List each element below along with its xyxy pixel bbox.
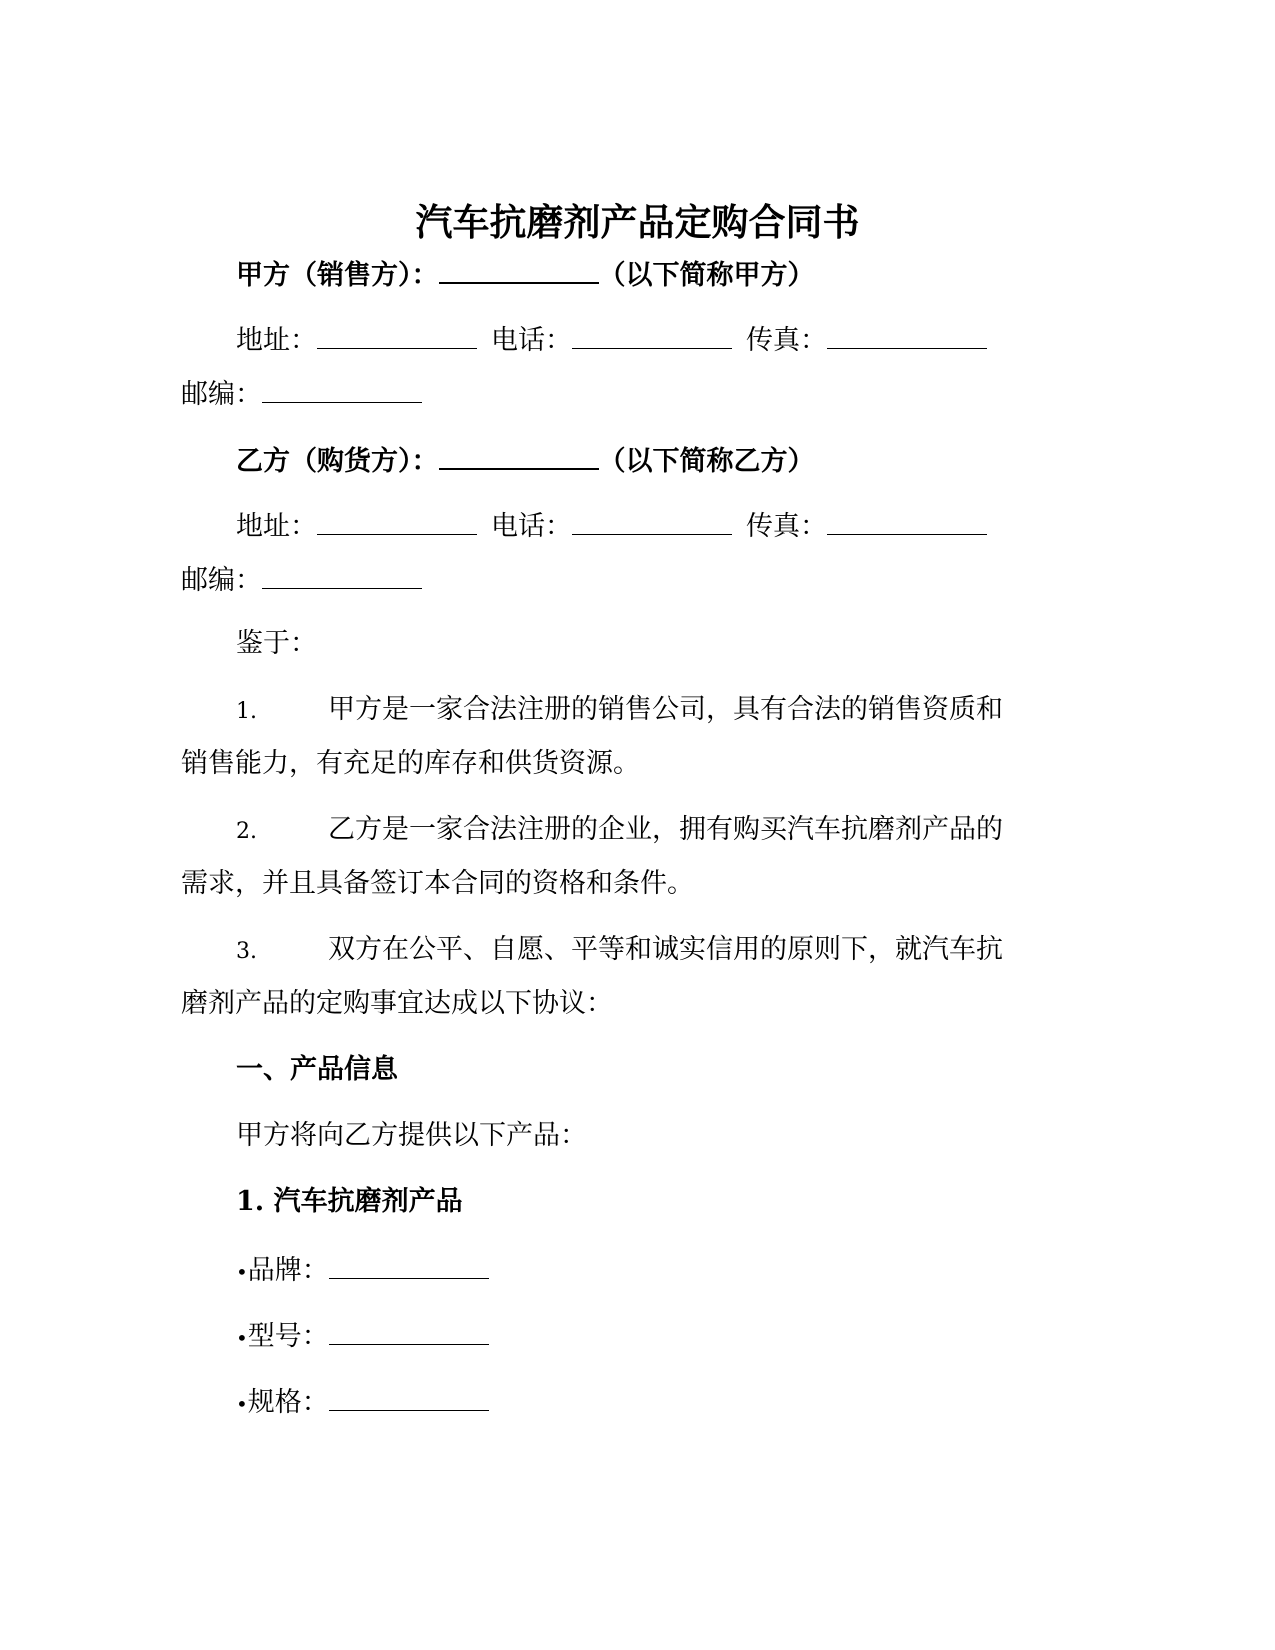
party-b-postcode-label: 邮编： xyxy=(181,565,262,596)
clause-3-text-1: 双方在公平、自愿、平等和诚实信用的原则下，就汽车抗 xyxy=(328,934,1003,965)
party-a-phone-blank[interactable] xyxy=(572,324,732,349)
party-a-postcode-line xyxy=(181,378,422,408)
field-model-label: 型号： xyxy=(247,1321,329,1352)
section-1-sub-heading: 1. 汽车抗磨剂产品 xyxy=(236,1186,463,1217)
party-b-contact-line xyxy=(236,510,987,540)
field-model-line xyxy=(236,1320,489,1350)
clause-2-number: 2. xyxy=(236,819,257,844)
field-model-blank[interactable] xyxy=(329,1320,489,1345)
clause-1-line-1 xyxy=(236,696,1003,723)
party-b-postcode-blank[interactable] xyxy=(262,564,422,589)
bullet-icon: • xyxy=(236,1326,248,1350)
party-b-label: 乙方（购货方）： xyxy=(236,446,439,477)
party-a-postcode-label: 邮编： xyxy=(181,379,262,410)
contract-title: 汽车抗磨剂产品定购合同书 xyxy=(415,200,860,244)
party-b-address-blank[interactable] xyxy=(317,510,477,535)
section-1-heading: 一、产品信息 xyxy=(236,1054,398,1085)
clause-2-text-1: 乙方是一家合法注册的企业，拥有购买汽车抗磨剂产品的 xyxy=(328,814,1003,845)
clause-3-line-2: 磨剂产品的定购事宜达成以下协议： xyxy=(181,988,613,1019)
party-b-name-blank[interactable] xyxy=(439,444,599,470)
party-a-phone-label: 电话： xyxy=(491,325,572,356)
clause-2-line-1 xyxy=(236,816,1003,843)
party-a-suffix: （以下简称甲方） xyxy=(598,260,815,291)
party-a-address-label: 地址： xyxy=(236,325,317,356)
clause-2-line-2: 需求，并且具备签订本合同的资格和条件。 xyxy=(181,868,694,899)
party-a-contact-line xyxy=(236,324,987,354)
party-a-postcode-blank[interactable] xyxy=(262,378,422,403)
party-b-suffix: （以下简称乙方） xyxy=(598,446,815,477)
whereas-heading: 鉴于： xyxy=(236,628,317,659)
party-a-fax-label: 传真： xyxy=(746,325,827,356)
party-b-postcode-line xyxy=(181,564,422,594)
field-brand-label: 品牌： xyxy=(247,1255,329,1286)
bullet-icon: • xyxy=(236,1392,248,1416)
party-b-fax-label: 传真： xyxy=(746,511,827,542)
party-a-label: 甲方（销售方）： xyxy=(236,260,439,291)
field-spec-line xyxy=(236,1386,489,1416)
clause-1-number: 1. xyxy=(236,699,257,724)
party-a-fax-blank[interactable] xyxy=(827,324,987,349)
party-a-line xyxy=(236,258,815,289)
party-b-line xyxy=(236,444,815,475)
party-b-phone-label: 电话： xyxy=(491,511,572,542)
clause-3-number: 3. xyxy=(236,939,257,964)
party-b-phone-blank[interactable] xyxy=(572,510,732,535)
clause-1-text-1: 甲方是一家合法注册的销售公司，具有合法的销售资质和 xyxy=(328,694,1003,725)
party-a-name-blank[interactable] xyxy=(439,258,599,284)
field-spec-label: 规格： xyxy=(247,1387,329,1418)
party-b-address-label: 地址： xyxy=(236,511,317,542)
clause-3-line-1 xyxy=(236,936,1003,963)
clause-1-line-2: 销售能力，有充足的库存和供货资源。 xyxy=(181,748,640,779)
bullet-icon: • xyxy=(236,1260,248,1284)
field-brand-blank[interactable] xyxy=(329,1254,489,1279)
field-brand-line xyxy=(236,1254,489,1284)
party-b-fax-blank[interactable] xyxy=(827,510,987,535)
field-spec-blank[interactable] xyxy=(329,1386,489,1411)
party-a-address-blank[interactable] xyxy=(317,324,477,349)
section-1-intro: 甲方将向乙方提供以下产品： xyxy=(236,1120,587,1151)
